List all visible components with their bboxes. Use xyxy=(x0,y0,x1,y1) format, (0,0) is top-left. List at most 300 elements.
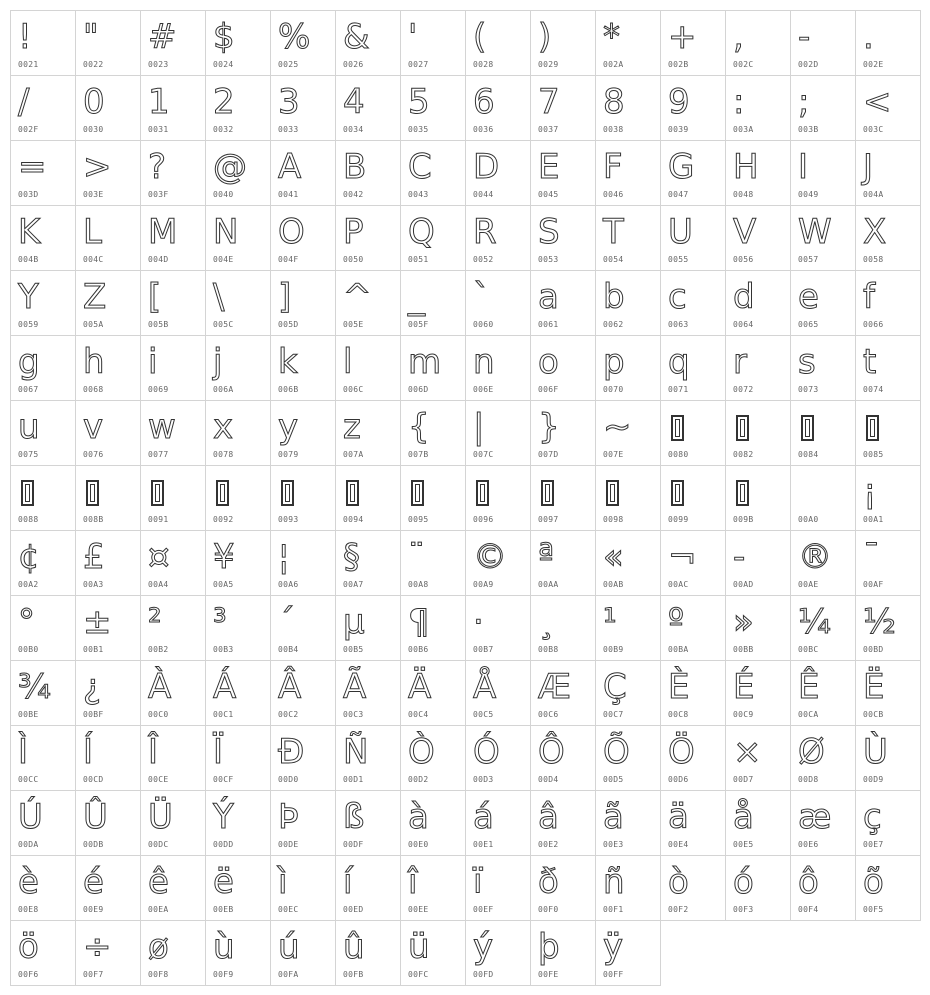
glyph-sample: E xyxy=(538,147,560,187)
glyph-sample: Ó xyxy=(473,732,500,772)
glyph-cell xyxy=(10,335,76,401)
glyph-code-label: 0042 xyxy=(343,190,364,199)
glyph-code-label: 00DA xyxy=(18,840,39,849)
glyph-cell xyxy=(465,920,531,986)
glyph-sample: h xyxy=(83,342,105,382)
glyph-sample: ( xyxy=(473,17,487,57)
glyph-cell xyxy=(335,335,401,401)
glyph-cell xyxy=(660,530,726,596)
glyph-sample: Æ xyxy=(538,667,572,707)
glyph-cell xyxy=(595,465,661,531)
glyph-code-label: 00FA xyxy=(278,970,299,979)
glyph-sample: = xyxy=(18,147,47,187)
glyph-cell xyxy=(400,530,466,596)
glyph-code-label: 00B9 xyxy=(603,645,624,654)
glyph-sample: j xyxy=(213,342,223,382)
glyph-sample: Ê xyxy=(798,667,820,707)
glyph-code-label: 0050 xyxy=(343,255,364,264)
glyph-sample: Q xyxy=(408,212,435,252)
glyph-cell xyxy=(75,75,141,141)
glyph-sample: R xyxy=(473,212,497,252)
glyph-code-label: 00F8 xyxy=(148,970,169,979)
glyph-code-label: 0045 xyxy=(538,190,559,199)
glyph-cell xyxy=(335,855,401,921)
glyph-sample: û xyxy=(343,927,365,967)
glyph-cell xyxy=(75,855,141,921)
glyph-sample: ý xyxy=(473,927,494,967)
glyph-cell xyxy=(855,790,921,856)
glyph-sample: r xyxy=(733,342,747,382)
glyph-code-label: 00CF xyxy=(213,775,234,784)
glyph-code-label: 00A1 xyxy=(863,515,884,524)
glyph-sample: Ï xyxy=(213,732,224,772)
glyph-cell xyxy=(465,140,531,206)
glyph-sample: 0 xyxy=(83,82,105,122)
glyph-sample: ú xyxy=(278,927,300,967)
glyph-code-label: 00AA xyxy=(538,580,559,589)
glyph-code-label: 004B xyxy=(18,255,39,264)
glyph-sample: · xyxy=(473,602,484,642)
glyph-code-label: 007C xyxy=(473,450,494,459)
glyph-code-label: 0037 xyxy=(538,125,559,134)
glyph-code-label: 009B xyxy=(733,515,754,524)
glyph-sample: d xyxy=(733,277,755,317)
glyph-code-label: 00ED xyxy=(343,905,364,914)
glyph-sample: à xyxy=(408,797,429,837)
glyph-cell xyxy=(790,790,856,856)
glyph-cell xyxy=(660,855,726,921)
glyph-sample: Z xyxy=(83,277,107,317)
glyph-code-label: 00E2 xyxy=(538,840,559,849)
glyph-sample: ] xyxy=(278,277,292,317)
glyph-sample: « xyxy=(603,537,624,577)
glyph-cell xyxy=(400,855,466,921)
glyph-cell xyxy=(530,595,596,661)
glyph-sample: £ xyxy=(83,537,105,577)
glyph-code-label: 00B2 xyxy=(148,645,169,654)
glyph-sample: å xyxy=(733,797,754,837)
glyph-cell xyxy=(10,75,76,141)
glyph-sample: æ xyxy=(798,797,832,837)
glyph-cell xyxy=(75,335,141,401)
glyph-cell xyxy=(465,75,531,141)
glyph-sample: q xyxy=(668,342,690,382)
glyph-code-label: 0099 xyxy=(668,515,689,524)
glyph-sample: g xyxy=(18,342,40,382)
glyph-code-label: 00A3 xyxy=(83,580,104,589)
glyph-sample: ò xyxy=(668,862,689,902)
glyph-cell xyxy=(530,270,596,336)
glyph-cell xyxy=(140,725,206,791)
glyph-cell xyxy=(270,270,336,336)
glyph-cell xyxy=(10,920,76,986)
glyph-cell xyxy=(855,205,921,271)
glyph-sample: t xyxy=(863,342,877,382)
glyph-code-label: 003E xyxy=(83,190,104,199)
glyph-code-label: 002E xyxy=(863,60,884,69)
glyph-sample: Ã xyxy=(343,667,367,707)
glyph-sample: Ü xyxy=(148,797,173,837)
glyph-sample: ! xyxy=(18,17,32,57)
glyph-cell xyxy=(595,855,661,921)
glyph-sample: ^ xyxy=(343,277,372,317)
glyph-code-label: 00D2 xyxy=(408,775,429,784)
glyph-sample: 4 xyxy=(343,82,365,122)
glyph-cell xyxy=(530,10,596,76)
glyph-code-label: 0076 xyxy=(83,450,104,459)
glyph-cell xyxy=(595,530,661,596)
glyph-cell xyxy=(10,270,76,336)
glyph-sample: Ù xyxy=(863,732,888,772)
glyph-code-label: 00C0 xyxy=(148,710,169,719)
glyph-code-label: 00DD xyxy=(213,840,234,849)
glyph-code-label: 00A0 xyxy=(798,515,819,524)
glyph-sample: ì xyxy=(278,862,288,902)
glyph-sample: p xyxy=(603,342,625,382)
glyph-code-label: 002B xyxy=(668,60,689,69)
glyph-cell xyxy=(725,660,791,726)
glyph-cell xyxy=(465,335,531,401)
glyph-code-label: 006E xyxy=(473,385,494,394)
glyph-cell xyxy=(725,595,791,661)
glyph-cell xyxy=(335,270,401,336)
glyph-sample: s xyxy=(798,342,816,382)
glyph-code-label: 00F7 xyxy=(83,970,104,979)
glyph-cell xyxy=(530,725,596,791)
glyph-code-label: 00A7 xyxy=(343,580,364,589)
glyph-code-label: 007A xyxy=(343,450,364,459)
glyph-cell xyxy=(400,465,466,531)
glyph-cell xyxy=(335,920,401,986)
glyph-code-label: 00E9 xyxy=(83,905,104,914)
glyph-code-label: 008B xyxy=(83,515,104,524)
glyph-cell xyxy=(465,530,531,596)
glyph-cell xyxy=(270,595,336,661)
glyph-cell xyxy=(465,725,531,791)
glyph-sample: ø xyxy=(148,927,169,967)
glyph-cell xyxy=(75,725,141,791)
glyph-sample: F xyxy=(603,147,623,187)
glyph-sample: 3 xyxy=(278,82,300,122)
glyph-code-label: 00AC xyxy=(668,580,689,589)
glyph-cell xyxy=(140,205,206,271)
glyph-cell xyxy=(75,465,141,531)
glyph-cell xyxy=(270,205,336,271)
glyph-cell xyxy=(400,790,466,856)
glyph-cell xyxy=(660,335,726,401)
glyph-cell xyxy=(10,530,76,596)
glyph-code-label: 0066 xyxy=(863,320,884,329)
glyph-cell xyxy=(660,10,726,76)
glyph-code-label: 0078 xyxy=(213,450,234,459)
glyph-sample: 9 xyxy=(668,82,690,122)
glyph-sample: ¢ xyxy=(18,537,40,577)
glyph-code-label: 0098 xyxy=(603,515,624,524)
glyph-sample: ' xyxy=(408,17,418,57)
glyph-sample: ¦ xyxy=(278,537,290,577)
glyph-sample: ¬ xyxy=(668,537,697,577)
glyph-sample: z xyxy=(343,407,361,447)
glyph-cell xyxy=(790,75,856,141)
glyph-code-label: 0046 xyxy=(603,190,624,199)
glyph-sample: f xyxy=(863,277,875,317)
glyph-sample: l xyxy=(343,342,353,382)
glyph-cell xyxy=(725,725,791,791)
glyph-cell xyxy=(140,465,206,531)
glyph-cell xyxy=(400,270,466,336)
glyph-cell xyxy=(725,75,791,141)
glyph-cell xyxy=(140,140,206,206)
glyph-sample: W xyxy=(798,212,832,252)
glyph-code-label: 0038 xyxy=(603,125,624,134)
glyph-sample: ; xyxy=(798,82,810,122)
glyph-code-label: 00C7 xyxy=(603,710,624,719)
glyph-code-label: 0036 xyxy=(473,125,494,134)
glyph-sample: T xyxy=(603,212,624,252)
glyph-cell xyxy=(790,335,856,401)
glyph-cell xyxy=(140,270,206,336)
glyph-cell xyxy=(530,920,596,986)
glyph-cell xyxy=(75,270,141,336)
glyph-sample: Ú xyxy=(18,797,43,837)
glyph-sample: ë xyxy=(213,862,234,902)
glyph-code-label: 003D xyxy=(18,190,39,199)
glyph-sample: Ä xyxy=(408,667,432,707)
glyph-cell xyxy=(465,595,531,661)
glyph-code-label: 0079 xyxy=(278,450,299,459)
glyph-sample: ° xyxy=(18,602,35,642)
glyph-code-label: 0097 xyxy=(538,515,559,524)
glyph-cell xyxy=(530,660,596,726)
glyph-code-label: 006B xyxy=(278,385,299,394)
glyph-sample: y xyxy=(278,407,299,447)
glyph-cell xyxy=(205,790,271,856)
glyph-sample: Ì xyxy=(18,732,29,772)
glyph-code-label: 00A6 xyxy=(278,580,299,589)
glyph-sample: º xyxy=(668,602,685,642)
glyph-code-label: 00FF xyxy=(603,970,624,979)
glyph-cell xyxy=(790,855,856,921)
glyph-code-label: 00EA xyxy=(148,905,169,914)
glyph-code-label: 00C9 xyxy=(733,710,754,719)
glyph-cell xyxy=(205,75,271,141)
glyph-cell xyxy=(855,140,921,206)
glyph-cell xyxy=(205,140,271,206)
glyph-cell xyxy=(595,140,661,206)
glyph-cell xyxy=(140,530,206,596)
glyph-sample: ß xyxy=(343,797,365,837)
glyph-sample: v xyxy=(83,407,104,447)
glyph-sample: D xyxy=(473,147,500,187)
glyph-code-label: 00C2 xyxy=(278,710,299,719)
glyph-sample: Á xyxy=(213,667,237,707)
glyph-code-label: 00D5 xyxy=(603,775,624,784)
glyph-code-label: 0048 xyxy=(733,190,754,199)
glyph-sample: Ò xyxy=(408,732,435,772)
glyph-cell xyxy=(75,10,141,76)
glyph-cell xyxy=(335,400,401,466)
glyph-sample: á xyxy=(473,797,494,837)
glyph-code-label: 0067 xyxy=(18,385,39,394)
glyph-code-label: 005D xyxy=(278,320,299,329)
glyph-sample: O xyxy=(278,212,305,252)
glyph-code-label: 003C xyxy=(863,125,884,134)
glyph-cell xyxy=(660,660,726,726)
glyph-code-label: 0057 xyxy=(798,255,819,264)
glyph-cell xyxy=(400,660,466,726)
glyph-sample: ? xyxy=(148,147,167,187)
glyph-sample: 5 xyxy=(408,82,430,122)
glyph-code-label: 00EB xyxy=(213,905,234,914)
glyph-sample: / xyxy=(18,82,30,122)
glyph-cell xyxy=(75,205,141,271)
glyph-sample: ª xyxy=(538,537,555,577)
glyph-cell xyxy=(270,335,336,401)
glyph-cell xyxy=(75,530,141,596)
glyph-sample: - xyxy=(798,17,811,57)
glyph-sample: ) xyxy=(538,17,552,57)
glyph-cell xyxy=(140,855,206,921)
glyph-sample: ¡ xyxy=(863,472,877,512)
glyph-sample: Þ xyxy=(278,797,299,837)
glyph-sample: À xyxy=(148,667,172,707)
glyph-cell xyxy=(465,465,531,531)
glyph-cell xyxy=(75,920,141,986)
glyph-code-label: 0072 xyxy=(733,385,754,394)
glyph-cell xyxy=(790,660,856,726)
glyph-sample: - xyxy=(733,537,746,577)
glyph-code-label: 0039 xyxy=(668,125,689,134)
glyph-cell xyxy=(660,400,726,466)
glyph-sample: ù xyxy=(213,927,235,967)
glyph-sample: A xyxy=(278,147,302,187)
glyph-sample: Â xyxy=(278,667,302,707)
glyph-cell xyxy=(10,660,76,726)
glyph-sample: ÷ xyxy=(83,927,112,967)
glyph-code-label: 00E5 xyxy=(733,840,754,849)
glyph-cell xyxy=(595,335,661,401)
glyph-sample: ä xyxy=(668,797,689,837)
glyph-code-label: 00D1 xyxy=(343,775,364,784)
glyph-code-label: 004A xyxy=(863,190,884,199)
glyph-cell xyxy=(75,790,141,856)
glyph-cell xyxy=(465,400,531,466)
glyph-sample: © xyxy=(473,537,507,577)
glyph-code-label: 007D xyxy=(538,450,559,459)
glyph-cell xyxy=(595,920,661,986)
glyph-sample: w xyxy=(148,407,176,447)
glyph-cell xyxy=(75,400,141,466)
glyph-sample: é xyxy=(83,862,104,902)
glyph-grid xyxy=(10,10,920,985)
glyph-cell xyxy=(270,725,336,791)
glyph-code-label: 00F5 xyxy=(863,905,884,914)
glyph-sample: _ xyxy=(408,277,425,317)
glyph-cell xyxy=(660,75,726,141)
glyph-sample: ¤ xyxy=(148,537,170,577)
glyph-cell xyxy=(270,10,336,76)
glyph-code-label: 006C xyxy=(343,385,364,394)
glyph-code-label: 0053 xyxy=(538,255,559,264)
glyph-code-label: 005B xyxy=(148,320,169,329)
glyph-code-label: 00D3 xyxy=(473,775,494,784)
glyph-cell xyxy=(205,400,271,466)
glyph-code-label: 002C xyxy=(733,60,754,69)
glyph-sample: ó xyxy=(733,862,754,902)
glyph-sample: , xyxy=(733,17,744,57)
glyph-code-label: 0034 xyxy=(343,125,364,134)
glyph-cell xyxy=(205,530,271,596)
glyph-cell xyxy=(335,790,401,856)
glyph-cell xyxy=(140,660,206,726)
glyph-cell xyxy=(660,140,726,206)
glyph-code-label: 0070 xyxy=(603,385,624,394)
glyph-code-label: 00C8 xyxy=(668,710,689,719)
glyph-sample: Ö xyxy=(668,732,695,772)
glyph-cell xyxy=(855,465,921,531)
glyph-sample: ã xyxy=(603,797,624,837)
glyph-cell xyxy=(725,530,791,596)
glyph-sample: ½ xyxy=(863,602,896,642)
glyph-cell xyxy=(270,530,336,596)
glyph-sample: Õ xyxy=(603,732,630,772)
glyph-cell xyxy=(140,790,206,856)
glyph-cell xyxy=(465,205,531,271)
glyph-cell xyxy=(530,465,596,531)
glyph-cell xyxy=(10,790,76,856)
glyph-code-label: 00FE xyxy=(538,970,559,979)
glyph-cell xyxy=(790,400,856,466)
glyph-sample: ö xyxy=(18,927,39,967)
glyph-code-label: 0068 xyxy=(83,385,104,394)
glyph-cell xyxy=(205,335,271,401)
glyph-code-label: 00E1 xyxy=(473,840,494,849)
glyph-cell xyxy=(10,725,76,791)
glyph-code-label: 00FD xyxy=(473,970,494,979)
glyph-sample: C xyxy=(408,147,432,187)
glyph-cell xyxy=(335,465,401,531)
glyph-sample: â xyxy=(538,797,559,837)
glyph-code-label: 00C3 xyxy=(343,710,364,719)
glyph-sample: o xyxy=(538,342,559,382)
glyph-sample: # xyxy=(148,17,177,57)
glyph-sample: > xyxy=(83,147,112,187)
glyph-code-label: 00C1 xyxy=(213,710,234,719)
glyph-code-label: 00DC xyxy=(148,840,169,849)
glyph-code-label: 002A xyxy=(603,60,624,69)
glyph-cell xyxy=(205,855,271,921)
glyph-cell xyxy=(790,270,856,336)
glyph-cell xyxy=(270,790,336,856)
glyph-code-label: 00F0 xyxy=(538,905,559,914)
glyph-sample: ¶ xyxy=(408,602,430,642)
glyph-cell xyxy=(530,335,596,401)
glyph-cell xyxy=(660,725,726,791)
glyph-code-label: 00CA xyxy=(798,710,819,719)
glyph-sample: ê xyxy=(148,862,169,902)
glyph-sample: I xyxy=(798,147,809,187)
glyph-sample: Å xyxy=(473,667,497,707)
glyph-cell xyxy=(400,595,466,661)
glyph-sample: ü xyxy=(408,927,430,967)
glyph-code-label: 00A9 xyxy=(473,580,494,589)
glyph-code-label: 00CC xyxy=(18,775,39,784)
glyph-sample: " xyxy=(83,17,99,57)
glyph-sample: } xyxy=(538,407,560,447)
glyph-cell xyxy=(725,10,791,76)
glyph-cell xyxy=(595,270,661,336)
glyph-sample: ñ xyxy=(603,862,625,902)
